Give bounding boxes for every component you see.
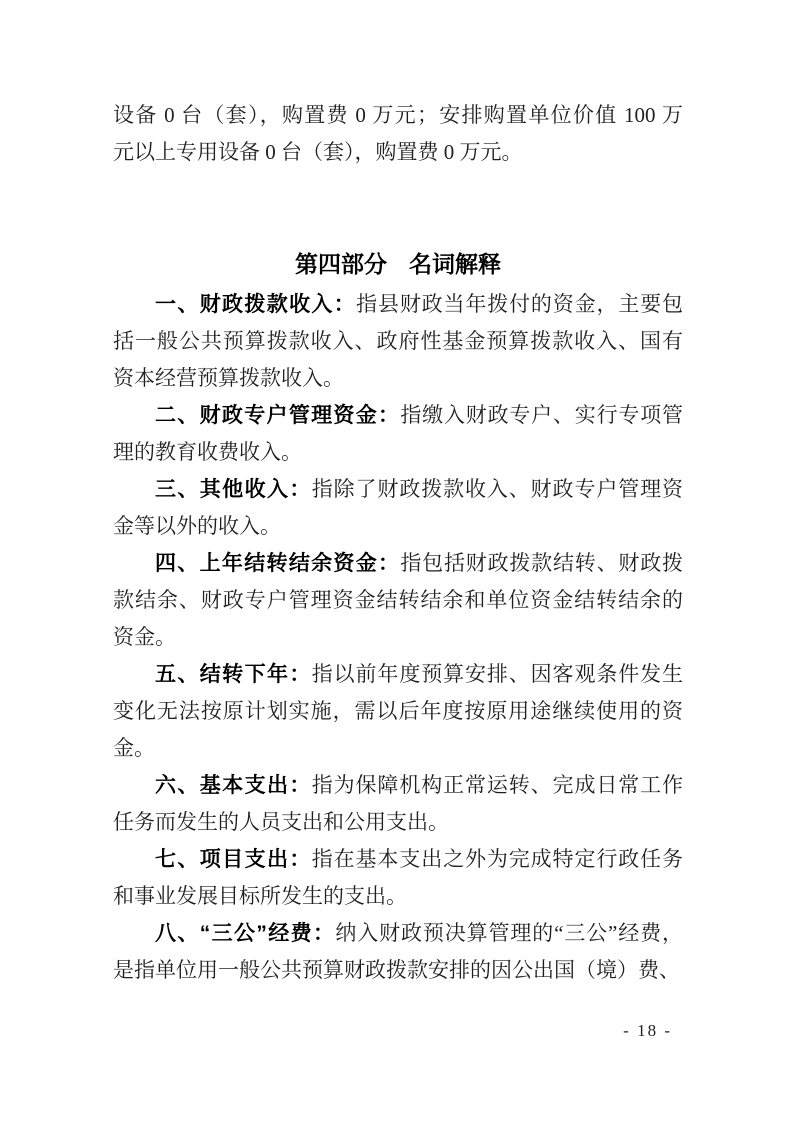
glossary-line: 资金。 xyxy=(113,625,176,649)
glossary-term: 七、项目支出： xyxy=(155,848,312,871)
glossary-line xyxy=(113,545,683,582)
glossary-text: 指除了财政拨款收入、财政专户管理资 xyxy=(311,477,684,501)
glossary-term: 五、结转下年： xyxy=(155,663,312,686)
glossary-item-1 xyxy=(113,286,683,397)
glossary-list xyxy=(113,286,683,989)
glossary-text: 指包括财政拨款结转、财政拨 xyxy=(400,551,684,575)
glossary-term: 一、财政拨款收入： xyxy=(155,293,357,316)
intro-line: 元以上专用设备 0 台（套），购置费 0 万元。 xyxy=(113,140,523,164)
glossary-term: 六、基本支出： xyxy=(155,774,312,797)
glossary-item-6 xyxy=(113,767,683,841)
intro-paragraph xyxy=(113,97,683,171)
glossary-line xyxy=(113,471,683,508)
glossary-line xyxy=(113,656,683,693)
glossary-line: 和事业发展目标所发生的支出。 xyxy=(113,884,407,908)
glossary-line: 金等以外的收入。 xyxy=(113,514,281,538)
glossary-item-7 xyxy=(113,841,683,915)
glossary-line: 款结余、财政专户管理资金结转结余和单位资金结转结余的 xyxy=(113,588,683,612)
section-title-part: 名词解释 xyxy=(409,251,501,277)
section-title-part: 第四部分 xyxy=(295,251,387,277)
glossary-line: 是指单位用一般公共预算财政拨款安排的因公出国（境）费、 xyxy=(113,958,680,982)
glossary-line xyxy=(113,915,683,952)
glossary-line: 金。 xyxy=(113,736,155,760)
glossary-text: 指县财政当年拨付的资金，主要包 xyxy=(356,292,684,316)
glossary-line xyxy=(113,841,683,878)
glossary-text: 指为保障机构正常运转、完成日常工作 xyxy=(311,773,684,797)
glossary-line xyxy=(113,397,683,434)
glossary-item-2 xyxy=(113,397,683,471)
glossary-item-8 xyxy=(113,915,683,989)
glossary-term: 八、“三公”经费： xyxy=(155,922,336,945)
glossary-text: 指缴入财政专户、实行专项管 xyxy=(400,403,684,427)
glossary-line: 理的教育收费收入。 xyxy=(113,440,302,464)
section-title xyxy=(113,246,683,283)
page-number: - 18 - xyxy=(623,1021,672,1040)
glossary-text: 指以前年度预算安排、因客观条件发生 xyxy=(311,662,684,686)
glossary-term: 三、其他收入： xyxy=(155,478,312,501)
glossary-term: 四、上年结转结余资金： xyxy=(155,552,401,575)
glossary-text: 纳入财政预决算管理的“三公”经费， xyxy=(335,921,684,945)
glossary-item-5 xyxy=(113,656,683,767)
glossary-line xyxy=(113,767,683,804)
intro-line: 设备 0 台（套），购置费 0 万元；安排购置单位价值 100 万 xyxy=(113,103,683,127)
glossary-text: 指在基本支出之外为完成特定行政任务 xyxy=(311,847,684,871)
glossary-item-4 xyxy=(113,545,683,656)
glossary-line: 任务而发生的人员支出和公用支出。 xyxy=(113,810,449,834)
glossary-term: 二、财政专户管理资金： xyxy=(155,404,401,427)
glossary-line: 资本经营预算拨款收入。 xyxy=(113,366,344,390)
glossary-item-3 xyxy=(113,471,683,545)
glossary-line: 括一般公共预算拨款收入、政府性基金预算拨款收入、国有 xyxy=(113,329,683,353)
glossary-line xyxy=(113,286,683,323)
glossary-line: 变化无法按原计划实施，需以后年度按原用途继续使用的资 xyxy=(113,699,683,723)
